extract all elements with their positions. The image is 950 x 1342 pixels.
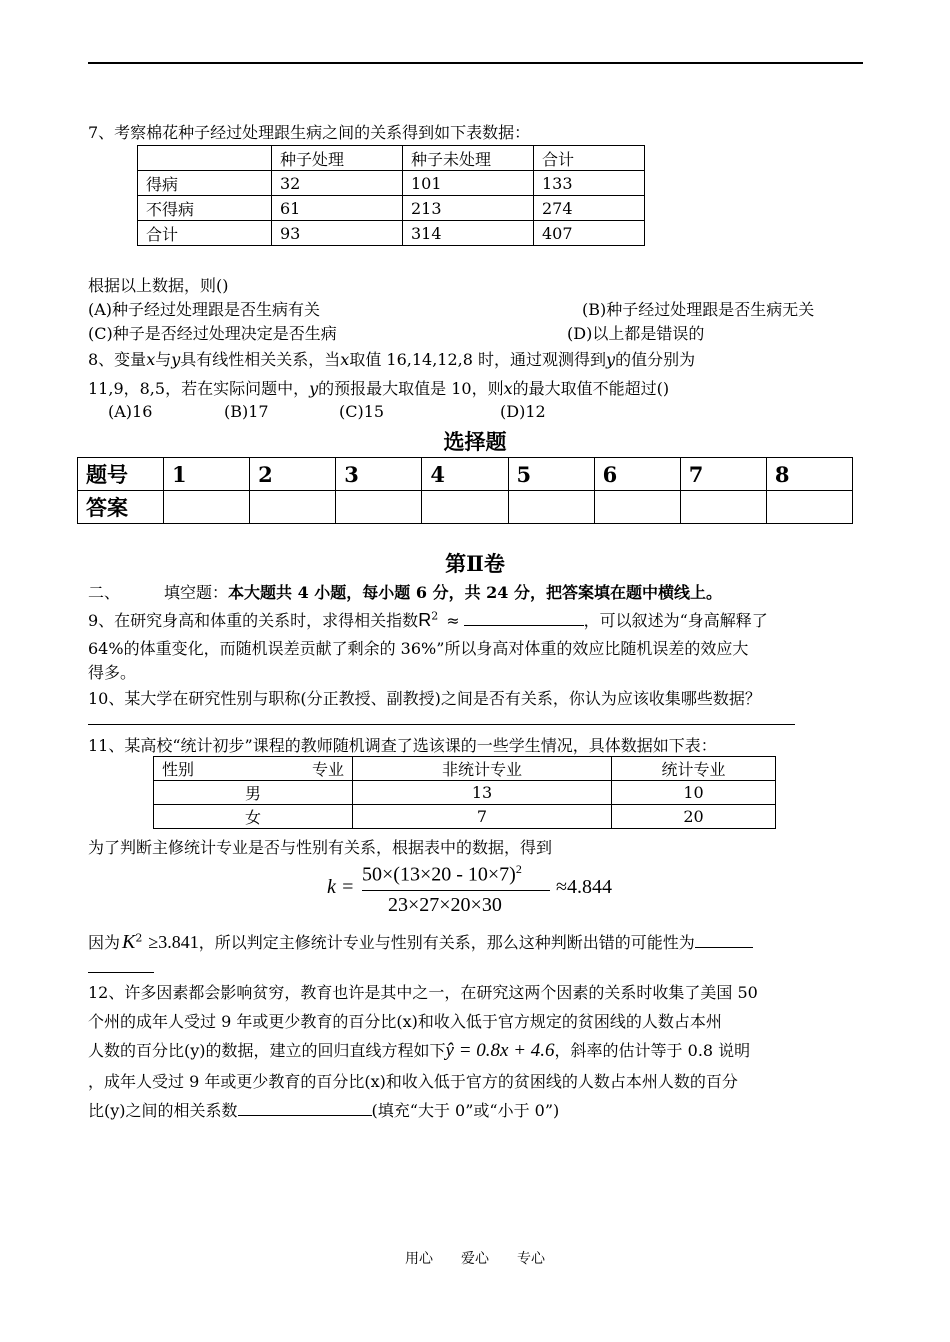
part2-title: 第Ⅱ卷 xyxy=(445,551,505,576)
q11-blank[interactable] xyxy=(695,947,753,948)
formula-lhs: k = xyxy=(327,876,355,898)
answer-cell[interactable] xyxy=(680,491,766,524)
section-heading xyxy=(88,580,722,603)
grid-number: 4 xyxy=(422,458,508,491)
q8-line2 xyxy=(88,376,669,399)
table-cell: 93 xyxy=(272,221,403,246)
q11-stem: 11、某高校“统计初步”课程的教师随机调查了选该课的一些学生情况，具体数据如下表： xyxy=(88,736,717,755)
answer-cell[interactable] xyxy=(164,491,250,524)
table-cell: 20 xyxy=(612,805,776,829)
formula-denominator: 23×27×20×30 xyxy=(388,894,502,916)
formula-numerator xyxy=(362,862,522,887)
var-x: x xyxy=(503,379,513,398)
corner-right: 专业 xyxy=(311,760,344,779)
section-name: 填空题： xyxy=(164,583,229,602)
q9-line1 xyxy=(88,608,768,631)
q9-line2: 64%的体重变化，而随机误差贡献了剩余的 36%”所以身高对体重的效应比随机误差的效应大 xyxy=(88,639,749,658)
table-cell: 274 xyxy=(534,196,645,221)
numerator-exp: 2 xyxy=(515,862,522,876)
table-cell: 种子未处理 xyxy=(403,146,534,171)
q7-option-a: (A)种子经过处理跟是否生病有关 xyxy=(88,300,321,319)
q11-lead: 为了判断主修统计专业是否与性别有关系，根据表中的数据，得到 xyxy=(88,838,553,857)
q8-line1 xyxy=(88,347,695,370)
r-squared: R xyxy=(418,610,432,630)
q12-line4: ，成年人受过 9 年或更少教育的百分比(x)和收入低于官方的贫困线的人数占本州人数的百分 xyxy=(88,1072,738,1091)
q7-prompt: 根据以上数据，则() xyxy=(88,276,229,295)
q7-stem: 7、考察棉花种子经过处理跟生病之间的关系得到如下表数据： xyxy=(88,123,531,142)
table-row xyxy=(138,221,645,246)
table-cell: 314 xyxy=(403,221,534,246)
table-cell: 男 xyxy=(154,781,353,805)
table-row xyxy=(154,805,776,829)
grid-number: 1 xyxy=(164,458,250,491)
q7-option-b: (B)种子经过处理跟是否生病无关 xyxy=(582,300,815,319)
table-cell: 种子处理 xyxy=(272,146,403,171)
q8-text: 11,9，8,5，若在实际问题中， xyxy=(88,379,310,398)
q8-text: 与 xyxy=(155,350,172,369)
q11-text: ，所以判定主修统计专业与性别有关系，那么这种判断出错的可能性为 xyxy=(198,933,695,952)
table-cell: 7 xyxy=(353,805,612,829)
q8-text: 具有线性相关关系，当 xyxy=(180,350,341,369)
choice-title: 选择题 xyxy=(443,429,507,454)
grid-label: 题号 xyxy=(78,458,164,491)
q7-option-c: (C)种子是否经过处理决定是否生病 xyxy=(88,324,337,343)
q12-line5 xyxy=(88,1098,559,1121)
var-x: x xyxy=(340,350,350,369)
grid-number: 7 xyxy=(680,458,766,491)
answer-cell[interactable] xyxy=(766,491,852,524)
table-cell: 合计 xyxy=(138,221,272,246)
table-cell: 32 xyxy=(272,171,403,196)
grid-number: 2 xyxy=(250,458,336,491)
q11-blank-cont[interactable] xyxy=(88,972,154,973)
q8-text: 的值分别为 xyxy=(615,350,696,369)
q7-option-d: (D)以上都是错误的 xyxy=(567,324,705,343)
q12-line1: 12、许多因素都会影响贫穷，教育也许是其中之一，在研究这两个因素的关系时收集了美国 50 xyxy=(88,983,758,1002)
q12-text: 比(y)之间的相关系数 xyxy=(88,1101,238,1120)
q10-answer-line[interactable] xyxy=(88,724,795,725)
q12-text: 人数的百分比(y)的数据，建立的回归直线方程如下 xyxy=(88,1041,446,1060)
q11-text: 因为 xyxy=(88,933,121,952)
k-symbol: K xyxy=(122,931,136,953)
table-cell: 女 xyxy=(154,805,353,829)
q9-line3: 得多。 xyxy=(88,663,137,682)
answer-cell[interactable] xyxy=(594,491,680,524)
table-cell: 13 xyxy=(353,781,612,805)
regression-eq: = 0.8x + 4.6 xyxy=(453,1040,555,1061)
answer-cell[interactable] xyxy=(250,491,336,524)
q8-text: 8、变量 xyxy=(88,350,147,369)
table-cell: 407 xyxy=(534,221,645,246)
table-row xyxy=(78,458,853,491)
table-cell: 合计 xyxy=(534,146,645,171)
var-y: y xyxy=(171,350,181,369)
table-cell xyxy=(138,146,272,171)
var-x: x xyxy=(146,350,156,369)
corner-left: 性别 xyxy=(162,760,195,779)
approx-sign: ≈ xyxy=(446,611,460,630)
grid-number: 6 xyxy=(594,458,680,491)
q10-text: 10、某大学在研究性别与职称(分正教授、副教授)之间是否有关系，你认为应该收集哪些数据？ xyxy=(88,689,761,708)
q8-text: 取值 16,14,12,8 时，通过观测得到 xyxy=(349,350,607,369)
q8-option-a: (A)16 xyxy=(108,402,153,421)
q11-conclusion xyxy=(88,930,753,954)
q9-text: ，可以叙述为“身高解释了 xyxy=(583,611,768,630)
table-row xyxy=(138,171,645,196)
answer-cell[interactable] xyxy=(422,491,508,524)
q8-option-c: (C)15 xyxy=(339,402,385,421)
fraction-bar xyxy=(362,890,550,891)
q11-table xyxy=(153,756,776,829)
table-cell: 得病 xyxy=(138,171,272,196)
table-row xyxy=(78,491,853,524)
answer-grid xyxy=(77,457,853,524)
r-squared-exp: 2 xyxy=(431,609,439,623)
q8-option-b: (B)17 xyxy=(224,402,269,421)
k-exp: 2 xyxy=(135,931,143,945)
y-hat: ŷ xyxy=(445,1040,454,1061)
q12-blank[interactable] xyxy=(238,1115,372,1116)
table-cell: 101 xyxy=(403,171,534,196)
grid-number: 5 xyxy=(508,458,594,491)
grid-label: 答案 xyxy=(78,491,164,524)
grid-number: 3 xyxy=(336,458,422,491)
q12-text: ，斜率的估计等于 0.8 说明 xyxy=(554,1041,751,1060)
threshold: ≥3.841 xyxy=(148,932,199,952)
q9-text: 9、在研究身高和体重的关系时，求得相关指数 xyxy=(88,611,419,630)
grid-number: 8 xyxy=(766,458,852,491)
numerator-text: 50×(13×20 - 10×7) xyxy=(362,863,516,886)
q12-line3 xyxy=(88,1038,750,1062)
table-cell: 10 xyxy=(612,781,776,805)
table-cell: 非统计专业 xyxy=(353,757,612,781)
table-cell: 统计专业 xyxy=(612,757,776,781)
formula-result: ≈4.844 xyxy=(556,876,612,898)
answer-cell[interactable] xyxy=(336,491,422,524)
q8-text: 的最大取值不能超过() xyxy=(512,379,670,398)
q9-blank[interactable] xyxy=(464,625,584,626)
q12-line2: 个州的成年人受过 9 年或更少教育的百分比(x)和收入低于官方规定的贫困线的人数占本州 xyxy=(88,1012,722,1031)
corner-cell xyxy=(154,757,353,781)
section-number: 二、 xyxy=(88,583,121,602)
table-cell: 61 xyxy=(272,196,403,221)
page-footer: 用心 爱心 专心 xyxy=(405,1251,545,1267)
answer-cell[interactable] xyxy=(508,491,594,524)
q7-table xyxy=(137,145,645,246)
var-y: y xyxy=(309,379,319,398)
table-cell: 213 xyxy=(403,196,534,221)
q12-text: (填充“大于 0”或“小于 0”) xyxy=(371,1101,560,1120)
q8-text: 的预报最大取值是 10，则 xyxy=(318,379,504,398)
table-cell: 133 xyxy=(534,171,645,196)
table-row xyxy=(154,781,776,805)
table-row xyxy=(138,146,645,171)
table-cell: 不得病 xyxy=(138,196,272,221)
table-row xyxy=(154,757,776,781)
header-rule xyxy=(88,62,863,64)
var-y: y xyxy=(606,350,616,369)
section-desc: 本大题共 4 小题，每小题 6 分，共 24 分，把答案填在题中横线上。 xyxy=(228,583,722,602)
q8-option-d: (D)12 xyxy=(500,402,546,421)
table-row xyxy=(138,196,645,221)
